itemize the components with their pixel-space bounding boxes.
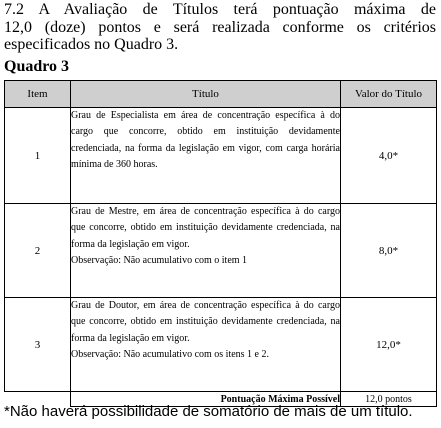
titulo-text: Grau de Mestre, em área de concentração específica à do cargo que concorre, obtido em instituição devidamente credenciada, na forma da legislação em vigor.	[71, 206, 340, 250]
footnote: *Não haverá possibilidade de somatório de mais de um título.	[4, 403, 413, 420]
row-titulo	[71, 108, 341, 204]
row-item: 2	[5, 204, 71, 298]
row-titulo	[71, 204, 341, 298]
total-label: Pontuação Máxima Possível	[71, 392, 341, 407]
table-row	[5, 298, 437, 392]
header-item: Item	[5, 81, 71, 108]
row-item: 1	[5, 108, 71, 204]
row-titulo	[71, 298, 341, 392]
row-valor: 4,0*	[341, 108, 437, 204]
header-titulo: Título	[71, 81, 341, 108]
table-row	[5, 204, 437, 298]
table-row	[5, 108, 437, 204]
row-valor: 8,0*	[341, 204, 437, 298]
total-value: 12,0 pontos	[341, 392, 437, 407]
intro-line-1: 7.2 A Avaliação de Títulos terá pontuação máxima de	[4, 1, 436, 18]
observacao-text: Observação: Não acumulativo com o item 1	[71, 254, 248, 266]
titulo-text: Grau de Especialista em área de concentração específica à do cargo que concorre, obtido em instituição devidamente credenciada, na forma da legislação em vigor, com carga horária mínima de 360 horas.	[71, 110, 340, 170]
table-header-row	[5, 81, 437, 108]
intro-line-2: 12,0 (doze) pontos e será realizada conforme os critérios	[4, 18, 436, 36]
observacao-text: Observação: Não acumulativo com os itens 1 e 2.	[71, 348, 269, 360]
row-valor: 12,0*	[341, 298, 437, 392]
quadro-title: Quadro 3	[4, 58, 70, 75]
titles-table	[4, 80, 437, 407]
intro-paragraph	[4, 1, 436, 54]
intro-line-3: especificados no Quadro 3.	[4, 36, 179, 53]
row-item: 3	[5, 298, 71, 392]
header-valor: Valor do Título	[341, 81, 437, 108]
titulo-text: Grau de Doutor, em área de concentração específica à do cargo que concorre, obtido em instituição devidamente credenciada, na forma da legislação em vigor.	[71, 300, 340, 344]
